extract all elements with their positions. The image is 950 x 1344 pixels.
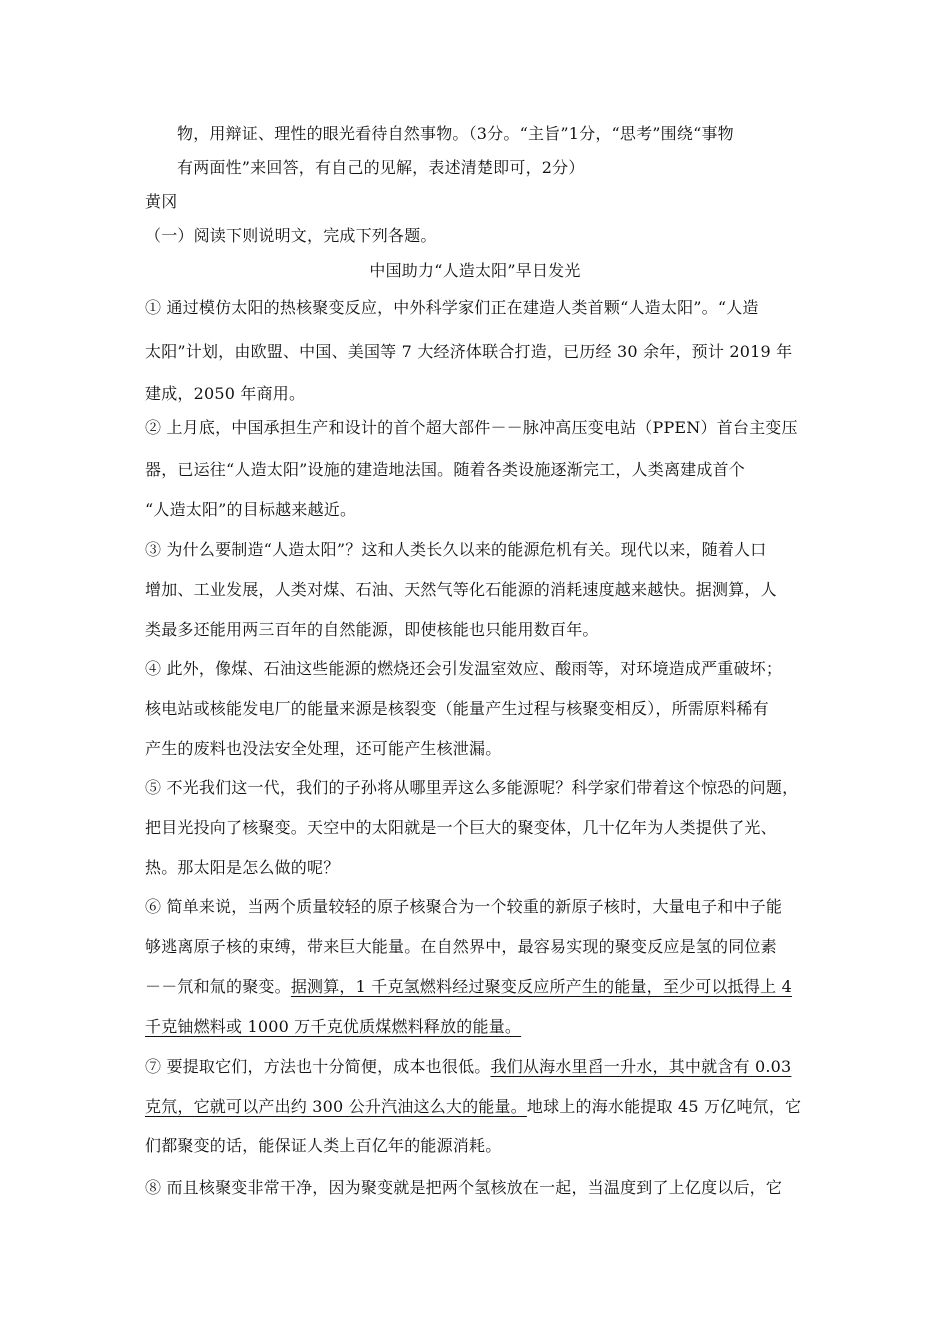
underlined-sentence-energy-cont: 千克铀燃料或 1000 万千克优质煤燃料释放的能量。: [145, 1017, 522, 1036]
underlined-sentence-energy: 据测算，1 千克氢燃料经过聚变反应所产生的能量，至少可以抵得上 4: [290, 977, 792, 996]
paragraph-6-line-3-text: －－氘和氚的聚变。: [145, 977, 291, 996]
underlined-sentence-seawater: 我们从海水里舀一升水，其中就含有 0.03: [490, 1057, 792, 1076]
prev-answer-line-2: 有两面性”来回答，有自己的见解，表述清楚即可，2分）: [177, 158, 585, 177]
paragraph-7-line-2: [145, 1097, 801, 1117]
article-title: 中国助力“人造太阳”早日发光: [369, 261, 581, 280]
paragraph-4-line-3: 产生的废料也没法安全处理，还可能产生核泄漏。: [145, 739, 502, 758]
paragraph-7-line-1: [145, 1057, 791, 1077]
paragraph-7-line-1-text: ⑦ 要提取它们，方法也十分简便，成本也很低。: [145, 1057, 491, 1076]
paragraph-3-line-1: ③ 为什么要制造“人造太阳”？这和人类长久以来的能源危机有关。现代以来，随着人口: [145, 540, 767, 559]
paragraph-4-line-2: 核电站或核能发电厂的能量来源是核裂变（能量产生过程与核聚变相反），所需原料稀有: [145, 699, 769, 718]
paragraph-7-line-3: 们都聚变的话，能保证人类上百亿年的能源消耗。: [145, 1136, 502, 1155]
paragraph-7-line-2-text: 地球上的海水能提取 45 万亿吨氘，它: [526, 1097, 802, 1116]
paragraph-8-line-1: ⑧ 而且核聚变非常干净，因为聚变就是把两个氢核放在一起，当温度到了上亿度以后，它: [145, 1178, 783, 1197]
paragraph-2-line-3: “人造太阳”的目标越来越近。: [145, 500, 357, 519]
paragraph-5-line-2: 把目光投向了核聚变。天空中的太阳就是一个巨大的聚变体，几十亿年为人类提供了光、: [145, 818, 777, 837]
paragraph-3-line-3: 类最多还能用两三百年的自然能源，即使核能也只能用数百年。: [145, 620, 599, 639]
paragraph-2-line-1: ② 上月底，中国承担生产和设计的首个超大部件－－脉冲高压变电站（PPEN）首台主变压: [145, 418, 798, 437]
section-intro: （一）阅读下则说明文，完成下列各题。: [145, 226, 437, 245]
paragraph-4-line-1: ④ 此外，像煤、石油这些能源的燃烧还会引发温室效应、酸雨等，对环境造成严重破坏；: [145, 659, 783, 678]
region-label: 黄冈: [145, 192, 178, 211]
paragraph-5-line-3: 热。那太阳是怎么做的呢？: [145, 858, 340, 877]
prev-answer-line-1: 物，用辩证、理性的眼光看待自然事物。（3分。“主旨”1分，“思考”围绕“事物: [177, 124, 734, 143]
paragraph-3-line-2: 增加、工业发展，人类对煤、石油、天然气等化石能源的消耗速度越来越快。据测算，人: [145, 580, 777, 599]
paragraph-6-line-1: ⑥ 简单来说，当两个质量较轻的原子核聚合为一个较重的新原子核时，大量电子和中子能: [145, 897, 783, 916]
paragraph-6-line-2: 够逃离原子核的束缚，带来巨大能量。在自然界中，最容易实现的聚变反应是氢的同位素: [145, 937, 777, 956]
paragraph-5-line-1: ⑤ 不光我们这一代，我们的子孙将从哪里弄这么多能源呢？科学家们带着这个惊恐的问题，: [145, 778, 799, 797]
underlined-sentence-seawater-cont: 克氘，它就可以产出约 300 公升汽油这么大的能量。: [145, 1097, 527, 1116]
paragraph-1-line-2: 太阳”计划，由欧盟、中国、美国等 7 大经济体联合打造，已历经 30 余年，预计 2019 年: [145, 342, 793, 361]
paragraph-6-line-3: [145, 977, 792, 997]
paragraph-1-line-1: ① 通过模仿太阳的热核聚变反应，中外科学家们正在建造人类首颗“人造太阳”。“人造: [145, 298, 759, 317]
paragraph-1-line-3: 建成，2050 年商用。: [145, 384, 306, 403]
paragraph-2-line-2: 器，已运往“人造太阳”设施的建造地法国。随着各类设施逐渐完工，人类离建成首个: [145, 460, 745, 479]
